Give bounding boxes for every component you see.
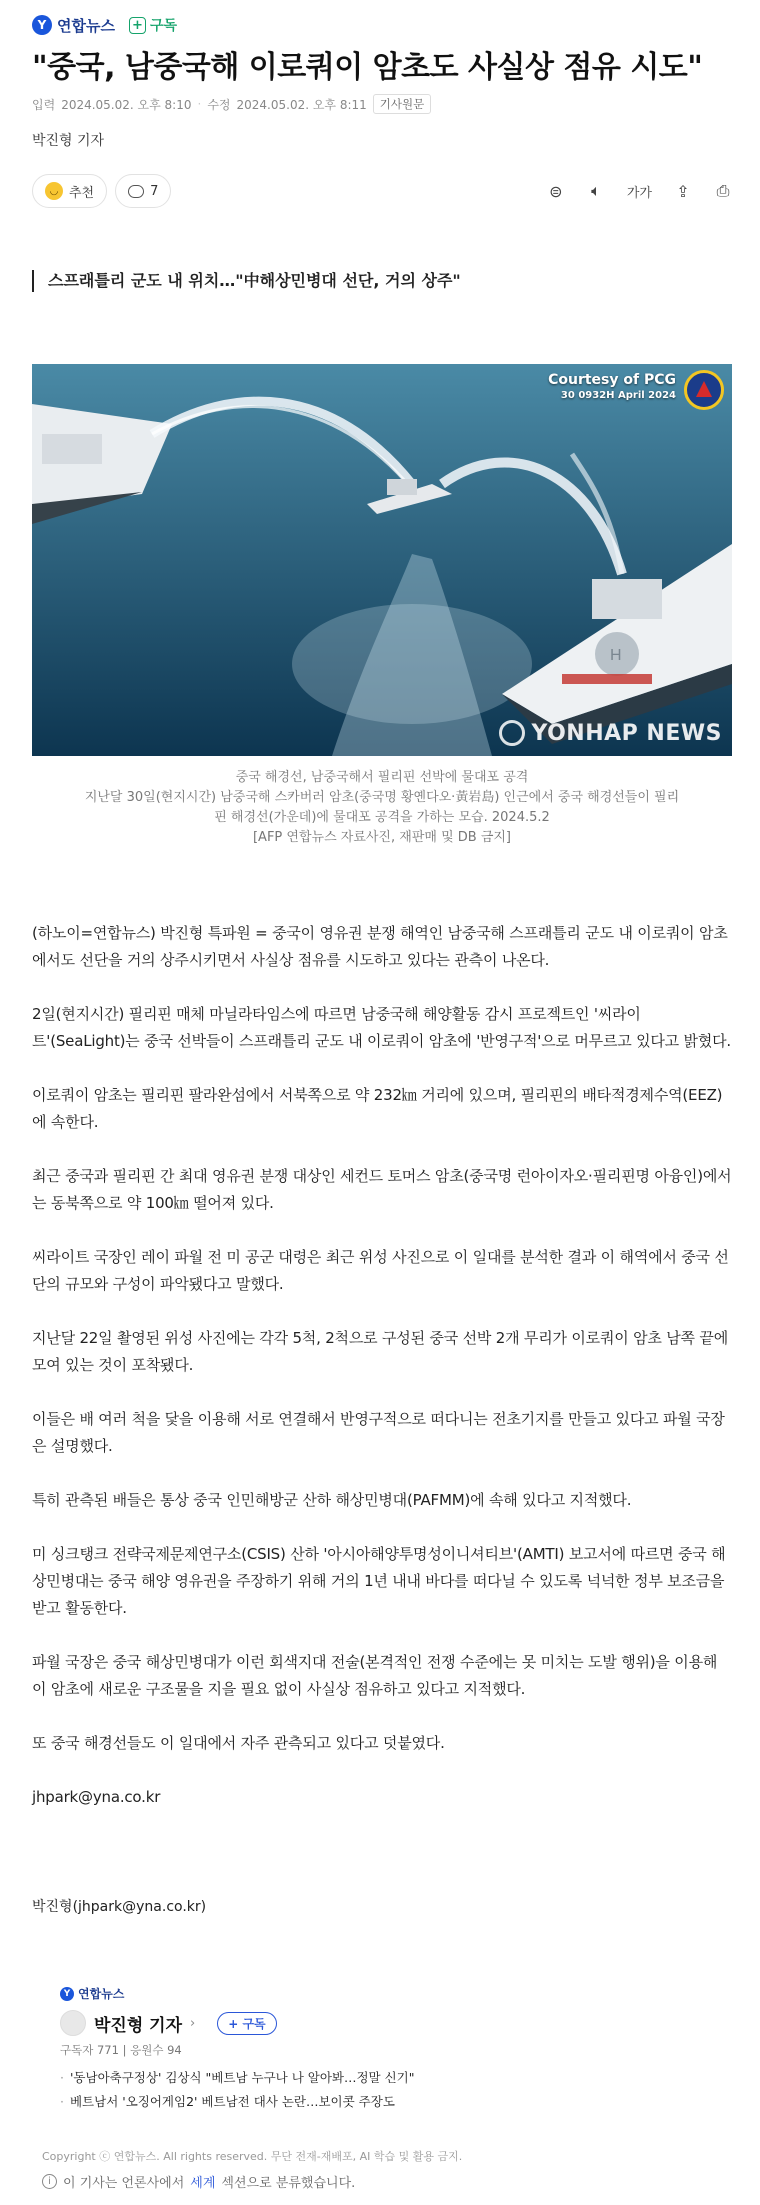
photo-illustration xyxy=(32,364,732,756)
comment-count: 7 xyxy=(150,183,159,199)
article-meta xyxy=(32,94,431,114)
speaker-icon[interactable]: 🔈︎ xyxy=(591,181,601,200)
svg-text:H: H xyxy=(610,647,622,664)
comment-bubble-icon xyxy=(128,185,144,198)
article-paragraph: 미 싱크탱크 전략국제문제연구소(CSIS) 산하 '아시아해양투명성이니셔티브'(AMTI) 보고서에 따르면 중국 해상민병대는 중국 해양 영유권을 주장하기 위해 거의 1년 내내 바다를 떠다닐 수 있도록 넉넉한 정부 보조금을 받고 활동한다. xyxy=(32,1545,726,1617)
article-paragraph: 또 중국 해경선들도 이 일대에서 자주 관측되고 있다고 덧붙였다. xyxy=(32,1734,445,1752)
input-time: 2024.05.02. 오후 8:10 xyxy=(61,97,192,112)
section-link[interactable]: 세계 xyxy=(190,2176,216,2191)
caption-credit: [AFP 연합뉴스 자료사진, 재판매 및 DB 금지] xyxy=(252,830,512,845)
article-tools xyxy=(547,181,732,201)
chevron-right-icon: › xyxy=(190,2015,196,2031)
article-paragraph: 최근 중국과 필리핀 간 최대 영유권 분쟁 대상인 세컨드 토머스 암초(중국명 런아이자오·필리핀명 아융인)에서는 동북쪽으로 약 100㎞ 떨어져 있다. xyxy=(32,1167,732,1212)
top-bar xyxy=(32,12,177,38)
reporter-subscribe-button[interactable]: + 구독 xyxy=(217,2012,276,2035)
subscribe-label: 구독 xyxy=(149,18,178,34)
article-paragraph: 지난달 22일 촬영된 위성 사진에는 각각 5척, 2척으로 구성된 중국 선박 2개 무리가 이로쿼이 암초 남쪽 끝에 모여 있는 것이 포착됐다. xyxy=(32,1329,728,1374)
article-paragraph: 씨라이트 국장인 레이 파월 전 미 공군 대령은 최근 위성 사진으로 이 일대를 분석한 결과 이 해역에서 중국 선단의 규모와 구성이 파악됐다고 말했다. xyxy=(32,1248,729,1293)
reporter-card xyxy=(60,1985,700,2114)
reporter-signature: 박진형(jhpark@yna.co.kr) xyxy=(32,1899,207,1915)
press-name: 연합뉴스 xyxy=(57,16,115,35)
article-body xyxy=(32,920,732,1811)
photo-watermark xyxy=(499,720,722,746)
photo-caption xyxy=(32,768,732,848)
copyright-notice: Copyright ⓒ 연합뉴스. All rights reserved. 무단 전재-재배포, AI 학습 및 활용 금지. xyxy=(42,2150,463,2163)
original-article-link[interactable]: 기사원문 xyxy=(373,94,431,114)
font-size-button[interactable]: 가가 xyxy=(626,185,652,201)
byline[interactable]: 박진형 기자 xyxy=(32,133,105,149)
press-logo[interactable] xyxy=(32,15,115,36)
reporter-name-link[interactable]: 박진형 기자 xyxy=(94,2015,183,2036)
yonhap-logo-icon: Y xyxy=(60,1987,74,2001)
courtesy-text: Courtesy of PCG xyxy=(548,372,676,388)
action-bar xyxy=(32,173,732,209)
related-article-link[interactable]: · 베트남서 '오징어게임2' 베트남전 대사 논란…보이콧 주장도 xyxy=(60,2090,700,2114)
photo-courtesy xyxy=(548,372,676,404)
reporter-email: jhpark@yna.co.kr xyxy=(32,1788,161,1806)
article-paragraph: 이들은 배 여러 척을 닻을 이용해 서로 연결해서 반영구적으로 떠다니는 전초기지를 만들고 있다고 파월 국장은 설명했다. xyxy=(32,1410,725,1455)
input-label: 입력 xyxy=(32,97,56,112)
reporter-stats: 구독자 771 | 응원수 94 xyxy=(60,2043,182,2057)
comment-button[interactable] xyxy=(115,174,171,208)
summary-bot-icon[interactable]: ⊜ xyxy=(549,181,563,201)
recommend-button[interactable] xyxy=(32,174,107,208)
related-articles xyxy=(60,2066,700,2114)
meta-separator: · xyxy=(197,97,202,111)
watermark-text: YONHAP NEWS xyxy=(531,720,722,746)
article-paragraph: (하노이=연합뉴스) 박진형 특파원 = 중국이 영유권 분쟁 해역인 남중국해 스프래틀리 군도 내 이로쿼이 암초에서도 선단을 거의 상주시키면서 사실상 점유를 시도하고 있다는 관측이 나온다. xyxy=(32,924,728,969)
pcg-seal-icon xyxy=(684,370,724,410)
related-article-link[interactable]: · '동남아축구정상' 김상식 "베트남 누구나 나 알아봐…정말 신기" xyxy=(60,2066,700,2090)
print-icon[interactable]: ⎙ xyxy=(716,181,730,200)
yonhap-watermark-icon xyxy=(499,720,525,746)
card-press-logo[interactable] xyxy=(60,1985,700,2002)
reporter-avatar[interactable] xyxy=(60,2010,86,2036)
subscribe-button[interactable] xyxy=(129,15,177,35)
article-paragraph: 2일(현지시간) 필리핀 매체 마닐라타임스에 따르면 남중국해 해양활동 감시 프로젝트인 '씨라이트'(SeaLight)는 중국 선박들이 스프래틀리 군도 내 이로쿼이 암초에 '반영구적'으로 머무르고 있다고 밝혔다. xyxy=(32,1005,731,1050)
article-paragraph: 이로쿼이 암초는 필리핀 팔라완섬에서 서북쪽으로 약 232㎞ 거리에 있으며, 필리핀의 배타적경제수역(EEZ)에 속한다. xyxy=(32,1086,723,1131)
card-press-name: 연합뉴스 xyxy=(78,1987,125,2001)
article-paragraph: 특히 관측된 배들은 통상 중국 인민해방군 산하 해상민병대(PAFMM)에 속해 있다고 지적했다. xyxy=(32,1491,632,1509)
modified-label: 수정 xyxy=(207,97,231,112)
section-classification xyxy=(42,2172,355,2191)
classify-prefix: 이 기사는 언론사에서 xyxy=(63,2176,185,2191)
article-headline: "중국, 남중국해 이로쿼이 암초도 사실상 점유 시도" xyxy=(32,50,703,85)
article-paragraph: 파월 국장은 중국 해상민병대가 이런 회색지대 전술(본격적인 전쟁 수준에는 못 미치는 도발 행위)을 이용해 이 암초에 새로운 구조물을 지을 필요 없이 사실상 점유하고 있다고 지적했다. xyxy=(32,1653,718,1698)
courtesy-time: 30 0932H April 2024 xyxy=(560,390,676,401)
caption-body: 지난달 30일(현지시간) 남중국해 스카버러 암초(중국명 황옌다오·黃岩島) 인근에서 중국 해경선들이 필리 핀 해경선(가운데)에 물대포 공격을 가하는 모습. 2024.5.2 xyxy=(84,790,680,825)
modified-time: 2024.05.02. 오후 8:11 xyxy=(236,97,367,112)
recommend-label: 추천 xyxy=(69,185,95,201)
share-icon[interactable]: ⇪ xyxy=(676,181,690,201)
plus-icon: + xyxy=(129,17,146,34)
info-icon: i xyxy=(42,2174,57,2189)
sub-headline: 스프래틀리 군도 내 위치…"中해상민병대 선단, 거의 상주" xyxy=(32,270,732,292)
yonhap-logo-icon: Y xyxy=(32,15,52,35)
classify-suffix: 섹션으로 분류했습니다. xyxy=(221,2176,356,2191)
article-photo[interactable] xyxy=(32,364,732,756)
caption-title: 중국 해경선, 남중국해서 필리핀 선박에 물대포 공격 xyxy=(235,770,529,785)
card-header xyxy=(60,2010,700,2036)
smile-emoji-icon: ◡ xyxy=(45,182,63,200)
